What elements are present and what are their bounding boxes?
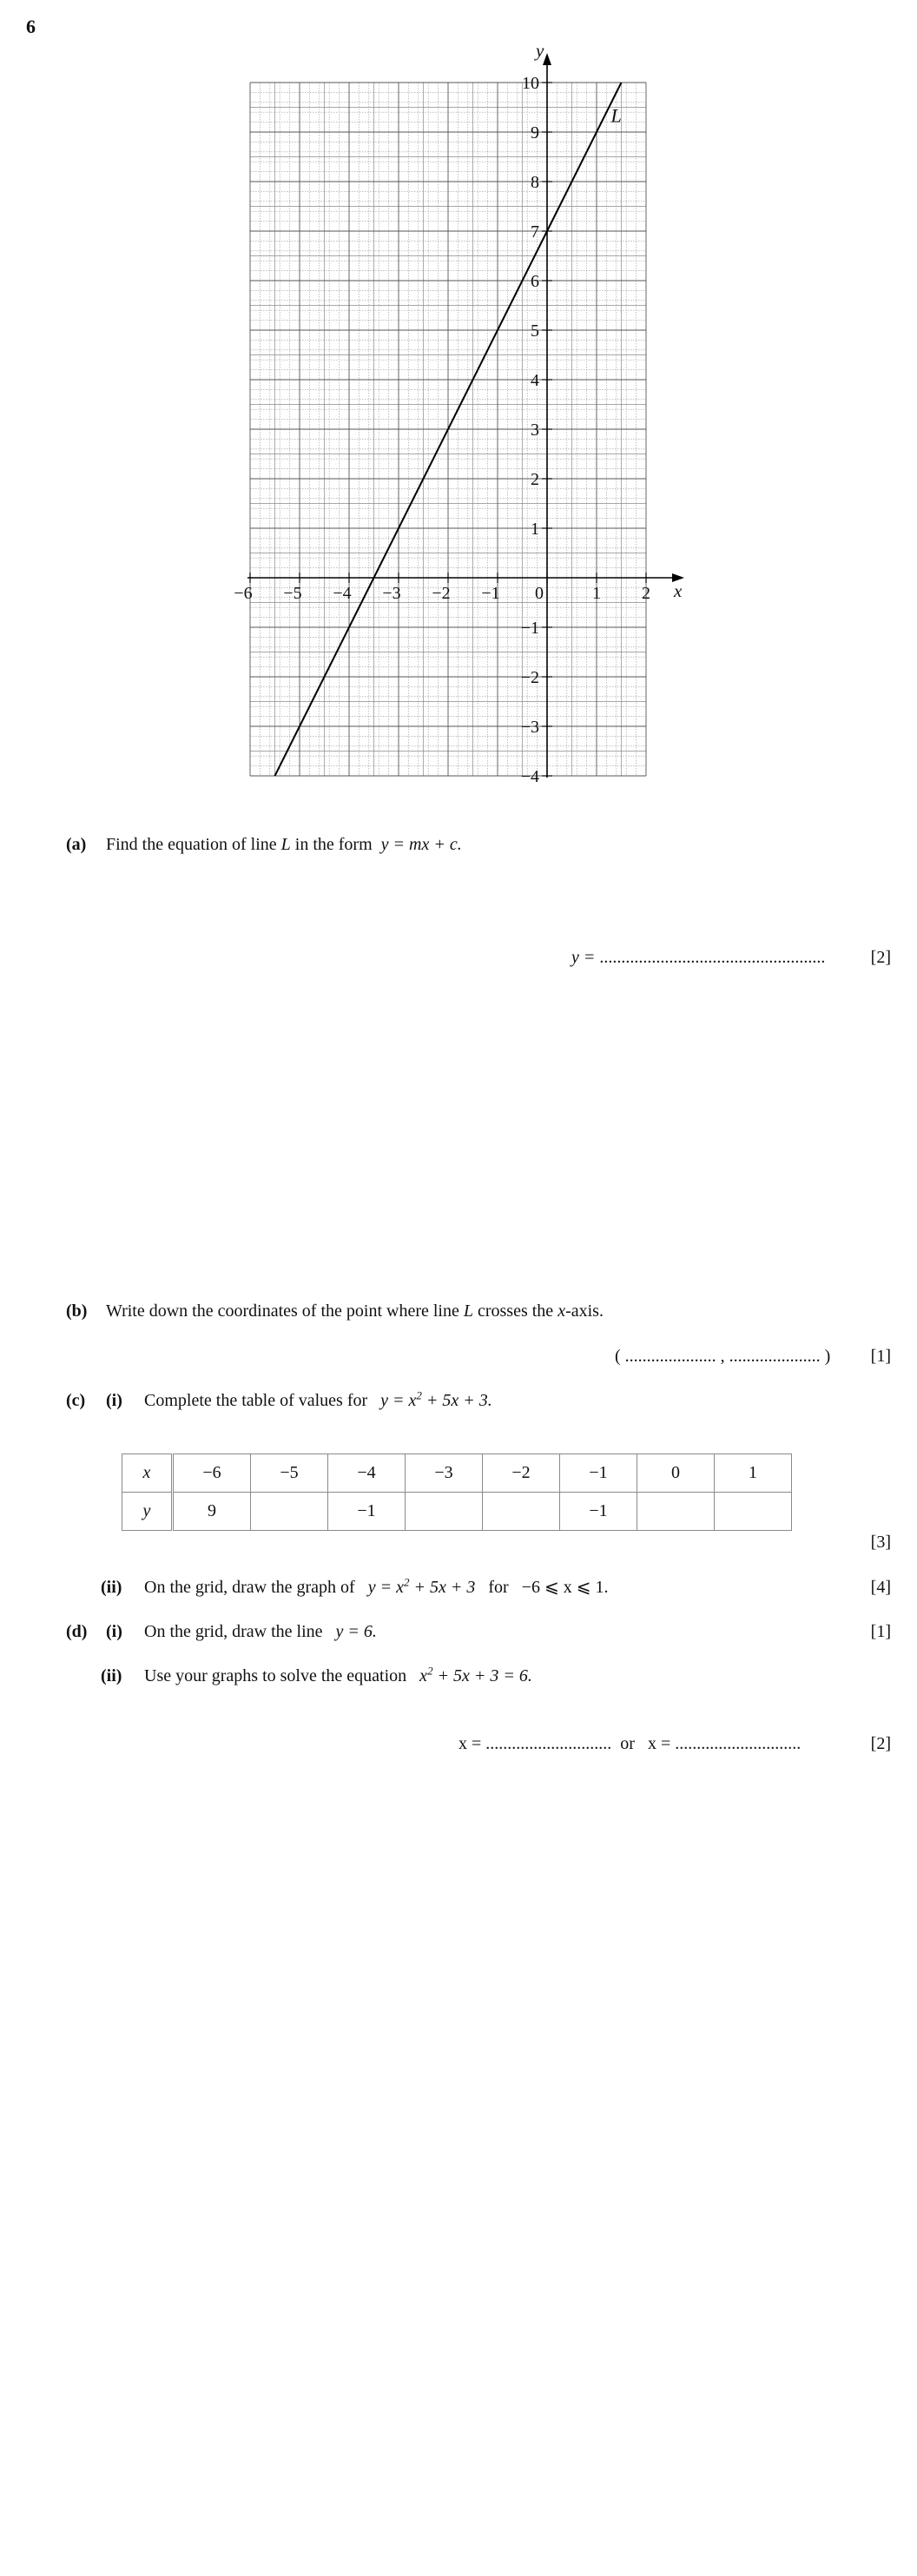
quadratic-equation: $y = x^2 + 5x + 3$. [380,1388,492,1410]
table-row-y [122,1493,792,1531]
table-cell-y[interactable]: −1 [560,1493,637,1531]
y-tick-label: −3 [520,718,539,737]
table-cell-x: −3 [406,1454,483,1493]
y-tick-label: 5 [531,321,539,341]
part-d-label: (d) [66,1622,88,1641]
x-tick-label: 2 [642,584,650,603]
part-c-i-question: Complete the table of values for $y = x^2 + 5x + 3$. [144,1388,492,1410]
y-tick-label: 1 [531,520,539,539]
table-cell-y[interactable] [251,1493,328,1531]
table-cell-x: −2 [483,1454,560,1493]
y-axis-label: y [536,40,544,61]
table-cell-y[interactable] [406,1493,483,1531]
table-cell-x: −1 [560,1454,637,1493]
x-axis-label: x [674,580,683,601]
part-c-i-marks: [3] [870,1533,891,1552]
table-cell-y[interactable]: −1 [328,1493,406,1531]
part-b-question: Write down the coordinates of the point where line L crosses the x-axis. [106,1301,604,1321]
table-header-y: y [122,1493,173,1531]
y-tick-label: 2 [531,470,539,489]
line-label-L: L [610,104,622,127]
question-number: 6 [26,16,36,37]
part-c-label: (c) [66,1391,86,1410]
table-of-values [122,1454,792,1531]
y-tick-label: 8 [531,173,539,192]
part-c-ii-question: On the grid, draw the graph of $y = x^2 + 5x + 3$ for −6 ⩽ x ⩽ 1. [144,1575,609,1597]
part-b-label: (b) [66,1301,88,1321]
table-cell-y[interactable] [483,1493,560,1531]
part-a-label: (a) [66,835,87,854]
x-tick-label: −4 [333,584,352,603]
part-d-ii-marks: [2] [870,1734,891,1753]
part-b-answer-line[interactable]: ( ..................... , ..................... ) [615,1347,831,1366]
table-cell-x: 1 [715,1454,792,1493]
y-tick-label: 4 [531,371,539,390]
part-d-ii-label: (ii) [101,1666,122,1685]
y-tick-label: 6 [531,272,539,291]
x-tick-label: −2 [432,584,451,603]
x-tick-label: −6 [234,584,253,603]
table-cell-x: −6 [173,1454,251,1493]
part-c-ii-label: (ii) [101,1578,122,1597]
y-tick-label: −2 [520,668,539,687]
y-tick-label: −4 [520,767,539,786]
part-d-ii-question: Use your graphs to solve the equation $x^2 + 5x + 3 = 6$. [144,1664,532,1685]
part-d-i-question: On the grid, draw the line y = 6. [144,1622,377,1641]
table-row-x [122,1454,792,1493]
y-tick-label: −1 [520,619,539,638]
part-d-i-marks: [1] [870,1622,891,1641]
x-tick-label: −1 [481,584,500,603]
x-tick-label: 0 [535,584,544,603]
part-a-question: Find the equation of line L in the form y = mx + c. [106,835,462,854]
x-tick-label: −3 [382,584,401,603]
table-header-x: x [122,1454,173,1493]
table-cell-x: −5 [251,1454,328,1493]
x-tick-label: 1 [592,584,601,603]
table-cell-x: 0 [637,1454,715,1493]
table-cell-y[interactable] [715,1493,792,1531]
table-cell-y[interactable]: 9 [173,1493,251,1531]
part-c-ii-marks: [4] [870,1578,891,1597]
part-d-i-label: (i) [106,1622,122,1641]
x-tick-label: −5 [283,584,302,603]
y-tick-label: 3 [531,421,539,440]
coordinate-grid [226,26,712,791]
y-axis-arrow [543,53,551,65]
part-b-marks: [1] [870,1347,891,1366]
table-cell-y[interactable] [637,1493,715,1531]
y-tick-label: 9 [531,123,539,142]
part-c-i-label: (i) [106,1391,122,1410]
part-a-answer-line[interactable]: y = .................................................... [571,948,826,967]
part-d-ii-answer-line[interactable]: x = ............................. or x = ............................. [458,1734,802,1753]
table-cell-x: −4 [328,1454,406,1493]
part-a-marks: [2] [870,948,891,967]
y-tick-label: 10 [522,74,539,93]
y-tick-label: 7 [531,222,539,242]
